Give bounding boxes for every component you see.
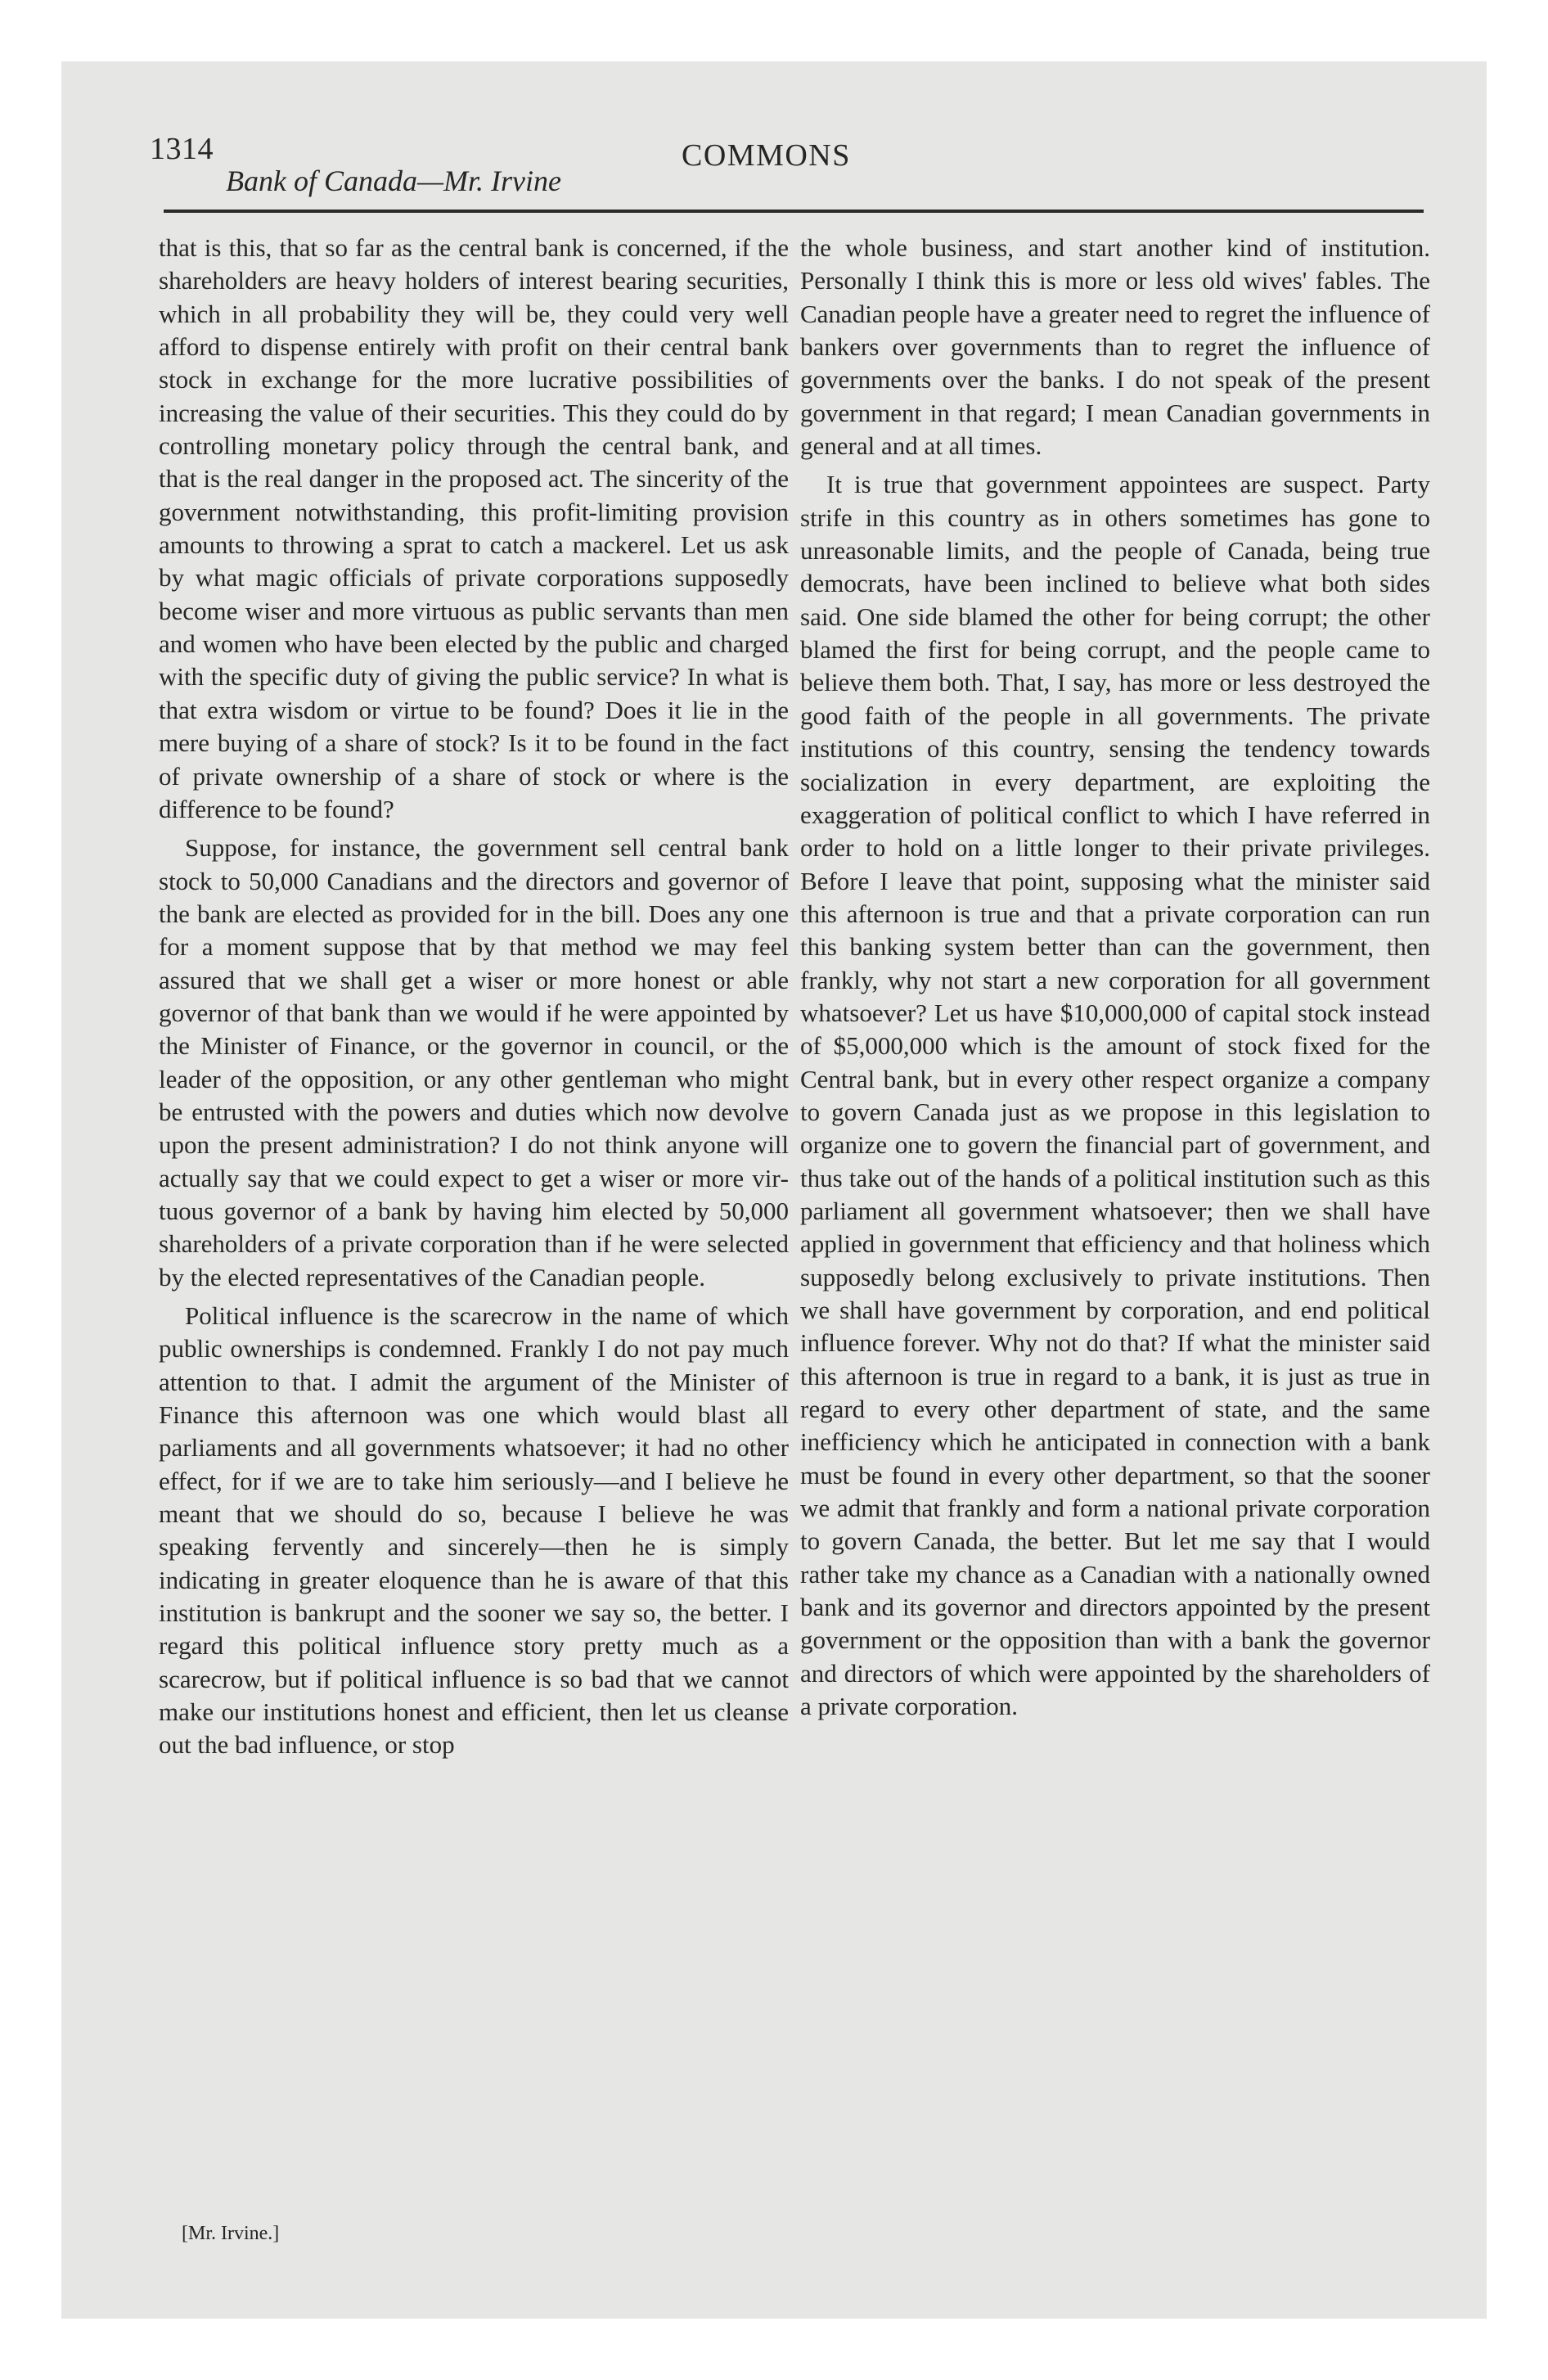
paragraph: Political influence is the scarecrow in the name of which public ownerships is condemned. Frankly I do not pay much attention to that. I admit the argument of the Minister of Finance this afternoon was one which would blast all parliaments and all governments whatsoever; it had no other effect, for if we are to take him seriously—and I believe he meant that we should do so, because I believe he was speaking fervently and sincerely—then he is simply indicating in greater eloquence than he is aware of that this institution is bankrupt and the sooner we say so, the better. I regard this political influence story pretty much as a scarecrow, but if political influence is so bad that we cannot make our institutions honest and efficient, then let us cleanse out the bad influence, or stop xyxy=(159,1301,789,1760)
running-title: COMMONS xyxy=(682,138,851,173)
paragraph: It is true that government appointees are suspect. Party strife in this country as in others sometimes has gone to unreasonable limits, and the people of Canada, being true democrats, have been inclined to believe what both sides said. One side blamed the other for being corrupt; the other blamed the first for being corrupt, and the people came to believe them both. That, I say, has more or less destroyed the good faith of the people in all governments. The private institutions of this country, sensing the tendency towards socialization in every department, are exploiting the exaggeration of political conflict to which I have referred in order to hold on a little longer to their private privileges. Before I leave that point, supposing what the minister said this afternoon is true and that a private corporation can run this banking system better than can the government, then frankly, why not start a new corporation for all government whatsoever? Let us have $10,000,000 of capital stock instead of $5,000,000 which is the amount of stock fixed for the Central bank, but in every other respect organize a company to govern Canada just as we propose in this legislation to organize one to govern the financial part of government, and thus take out of the hands of a political institution such as this parliament all government whatsoever; then we shall have applied in government that efficiency and that holiness which supposedly belong exclusively to private institutions. Then we shall have government by corporation, and end political influence forever. Why not do that? If what the minister said this afternoon is true in regard to a bank, it is just as true in regard to every other department of state, and the same inefficiency which he anticipated in connection with a bank must be found in every other department, so that the sooner we admit that frankly and form a national private corporation to govern Canada, the better. But let me say that I would rather take my chance as a Canadian with a nationally owned bank and its governor and directors appointed by the present government or the opposition than with a bank the governor and directors of which were appointed by the shareholders of a private corporation. xyxy=(800,470,1430,1721)
header-rule xyxy=(164,210,1424,213)
right-column xyxy=(800,232,1430,1729)
paragraph: Suppose, for instance, the government sell central bank stock to 50,000 Canadians and the directors and governor of the bank are elected as provided for in the bill. Does any one for a moment suppose that by that method we may feel assured that we shall get a wiser or more honest or able governor of that bank than we would if he were appointed by the Minister of Finance, or the governor in council, or the leader of the opposition, or any other gentleman who might be entrusted with the powers and duties which now devolve upon the present administration? I do not think anyone will actually say that we could expect to get a wiser or more virtuous governor of a bank by having him elected by 50,000 shareholders of a private corporation than if he were selected by the elected representatives of the Canadian people. xyxy=(159,833,789,1291)
page-number: 1314 xyxy=(150,132,214,166)
running-subtitle: Bank of Canada—Mr. Irvine xyxy=(226,165,561,197)
paragraph: that is this, that so far as the central bank is concerned, if the shareholders are heavy holders of interest bearing securities, which in all probability they will be, they could very well afford to dispense entirely with profit on their central bank stock in exchange for the more lucrative possibilities of increasing the value of their securities. This they could do by controlling monetary policy through the central bank, and that is the real danger in the proposed act. The sincerity of the government notwithstanding, this profit-limiting provision amounts to throwing a sprat to catch a mackerel. Let us ask by what magic officials of private corporations supposedly become wiser and more virtuous as public servants than men and women who have been elected by the public and charged with the specific duty of giving the public service? In what is that extra wisdom or virtue to be found? Does it lie in the mere buying of a share of stock? Is it to be found in the fact of private ownership of a share of stock or where is the difference to be found? xyxy=(159,233,789,823)
speaker-attribution: [Mr. Irvine.] xyxy=(182,2223,280,2244)
left-column xyxy=(159,232,789,1768)
paragraph: the whole business, and start another kind of institution. Personally I think this is more or less old wives' fables. The Canadian people have a greater need to regret the influence of bankers over governments than to regret the influence of governments over the banks. I do not speak of the present government in that regard; I mean Canadian governments in general and at all times. xyxy=(800,233,1430,461)
